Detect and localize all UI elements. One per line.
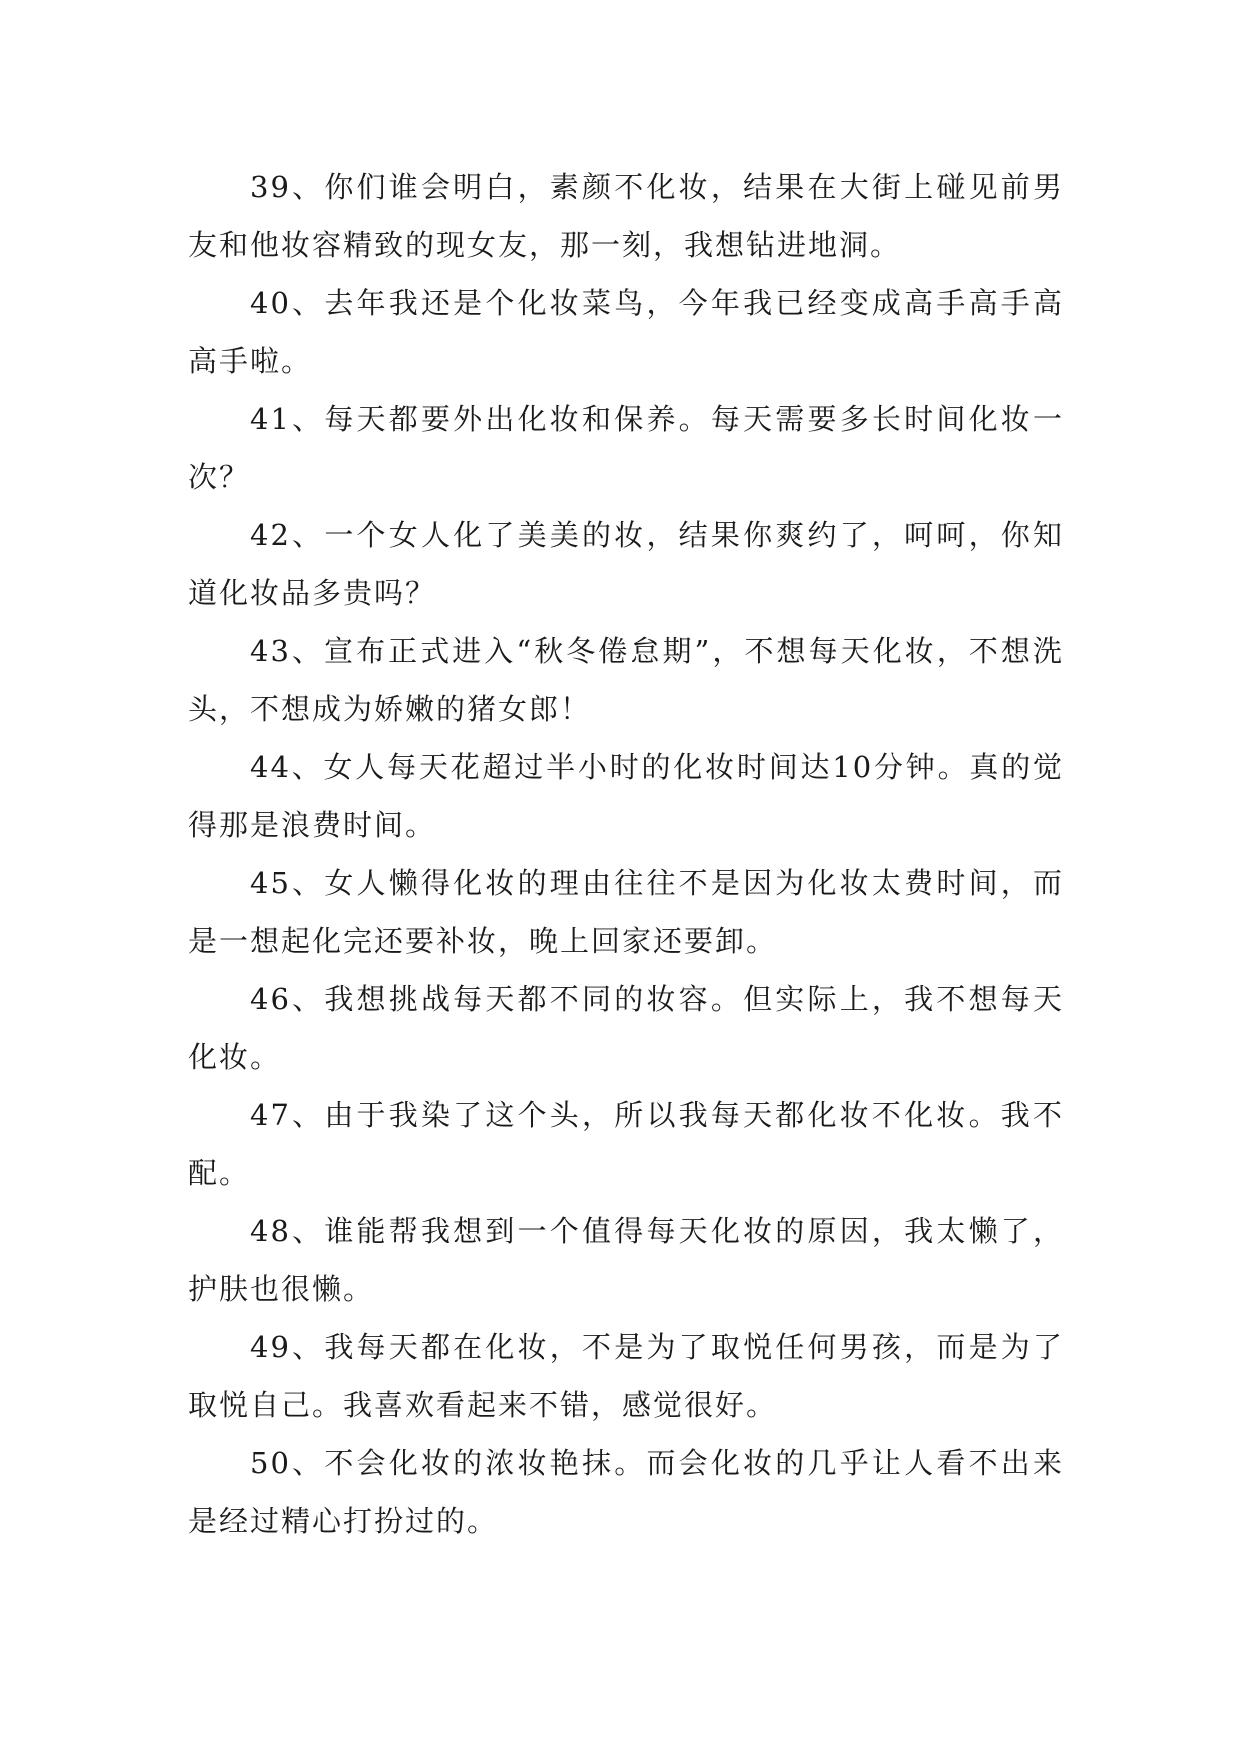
paragraph-50: 50、不会化妆的浓妆艳抹。而会化妆的几乎让人看不出来是经过精心打扮过的。 [188,1446,1064,1538]
paragraph-43: 43、宣布正式进入“秋冬倦怠期”，不想每天化妆，不想洗头，不想成为娇嫩的猪女郎！ [188,634,1064,726]
paragraph-49: 49、我每天都在化妆，不是为了取悦任何男孩，而是为了取悦自己。我喜欢看起来不错，感觉很好。 [188,1330,1064,1422]
paragraph-45: 45、女人懒得化妆的理由往往不是因为化妆太费时间，而是一想起化完还要补妆，晚上回家还要卸。 [188,866,1064,958]
paragraph-48: 48、谁能帮我想到一个值得每天化妆的原因，我太懒了，护肤也很懒。 [188,1214,1064,1306]
paragraph-40: 40、去年我还是个化妆菜鸟，今年我已经变成高手高手高高手啦。 [188,286,1064,378]
paragraph-44: 44、女人每天花超过半小时的化妆时间达10分钟。真的觉得那是浪费时间。 [188,750,1064,842]
paragraph-42: 42、一个女人化了美美的妆，结果你爽约了，呵呵，你知道化妆品多贵吗？ [188,518,1064,610]
paragraph-46: 46、我想挑战每天都不同的妆容。但实际上，我不想每天化妆。 [188,982,1064,1074]
paragraph-41: 41、每天都要外出化妆和保养。每天需要多长时间化妆一次？ [188,402,1064,494]
paragraph-47: 47、由于我染了这个头，所以我每天都化妆不化妆。我不配。 [188,1098,1064,1190]
document-body [188,158,1064,1550]
paragraph-39: 39、你们谁会明白，素颜不化妆，结果在大街上碰见前男友和他妆容精致的现女友，那一刻，我想钻进地洞。 [188,170,1064,262]
